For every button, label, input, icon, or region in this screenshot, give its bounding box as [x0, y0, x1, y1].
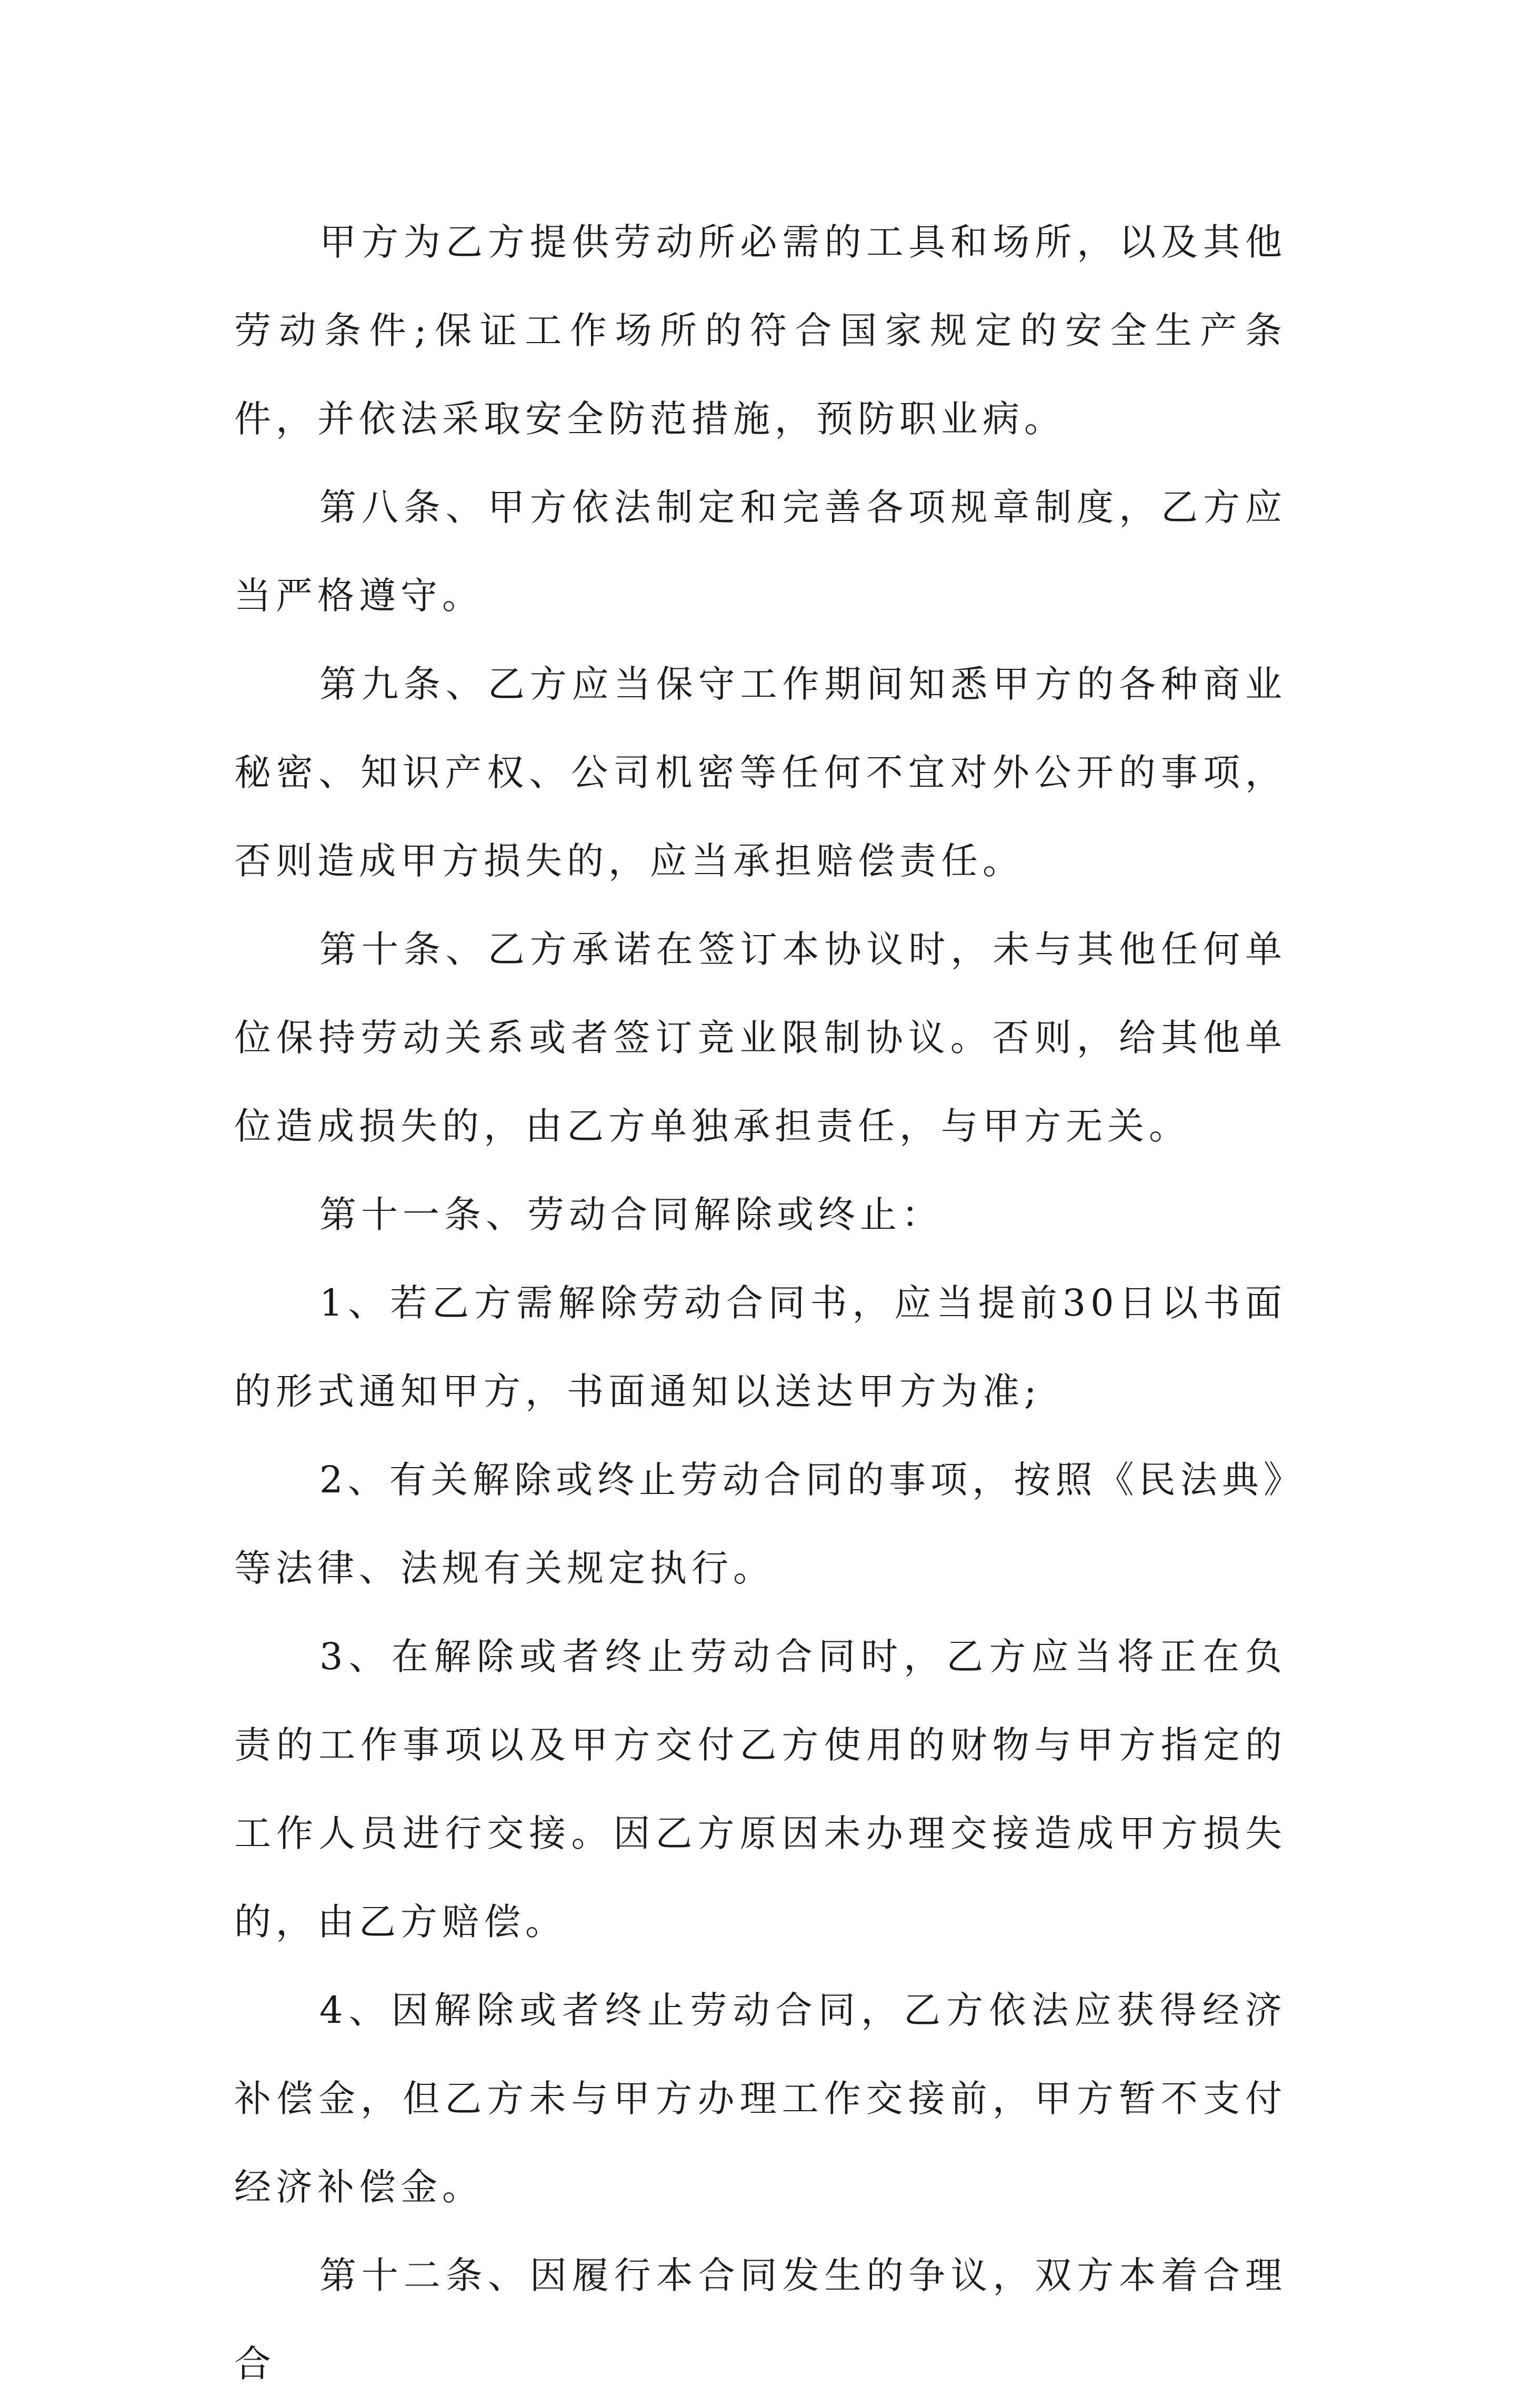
paragraph-article-11-item-4: 4、因解除或者终止劳动合同，乙方依法应获得经济补偿金，但乙方未与甲方办理工作交接前，甲方暂不支付经济补偿金。: [234, 1989, 1287, 2209]
paragraph-article-11-item-3: 3、在解除或者终止劳动合同时，乙方应当将正在负责的工作事项以及甲方交付乙方使用的财物与甲方指定的工作人员进行交接。因乙方原因未办理交接造成甲方损失的，由乙方赔偿。: [234, 1635, 1287, 1943]
document-body: [234, 198, 1287, 2408]
paragraph-article-11-item-1: 1、若乙方需解除劳动合同书，应当提前30日以书面的形式通知甲方，书面通知以送达甲方为准;: [234, 1281, 1287, 1413]
paragraph-work-conditions: 甲方为乙方提供劳动所必需的工具和场所，以及其他劳动条件;保证工作场所的符合国家规定的安全生产条件，并依法采取安全防范措施，预防职业病。: [234, 220, 1287, 440]
paragraph-article-10: 第十条、乙方承诺在签订本协议时，未与其他任何单位保持劳动关系或者签订竞业限制协议。否则，给其他单位造成损失的，由乙方单独承担责任，与甲方无关。: [234, 928, 1287, 1148]
paragraph-article-12: 第十二条、因履行本合同发生的争议，双方本着合理合: [234, 2254, 1287, 2385]
paragraph-article-11: 第十一条、劳动合同解除或终止：: [319, 1193, 943, 1236]
paragraph-article-9: 第九条、乙方应当保守工作期间知悉甲方的各种商业秘密、知识产权、公司机密等任何不宜对外公开的事项，否则造成甲方损失的，应当承担赔偿责任。: [234, 663, 1287, 882]
paragraph-article-11-item-2: 2、有关解除或终止劳动合同的事项，按照《民法典》等法律、法规有关规定执行。: [234, 1458, 1287, 1590]
paragraph-article-8: 第八条、甲方依法制定和完善各项规章制度，乙方应当严格遵守。: [234, 486, 1287, 617]
